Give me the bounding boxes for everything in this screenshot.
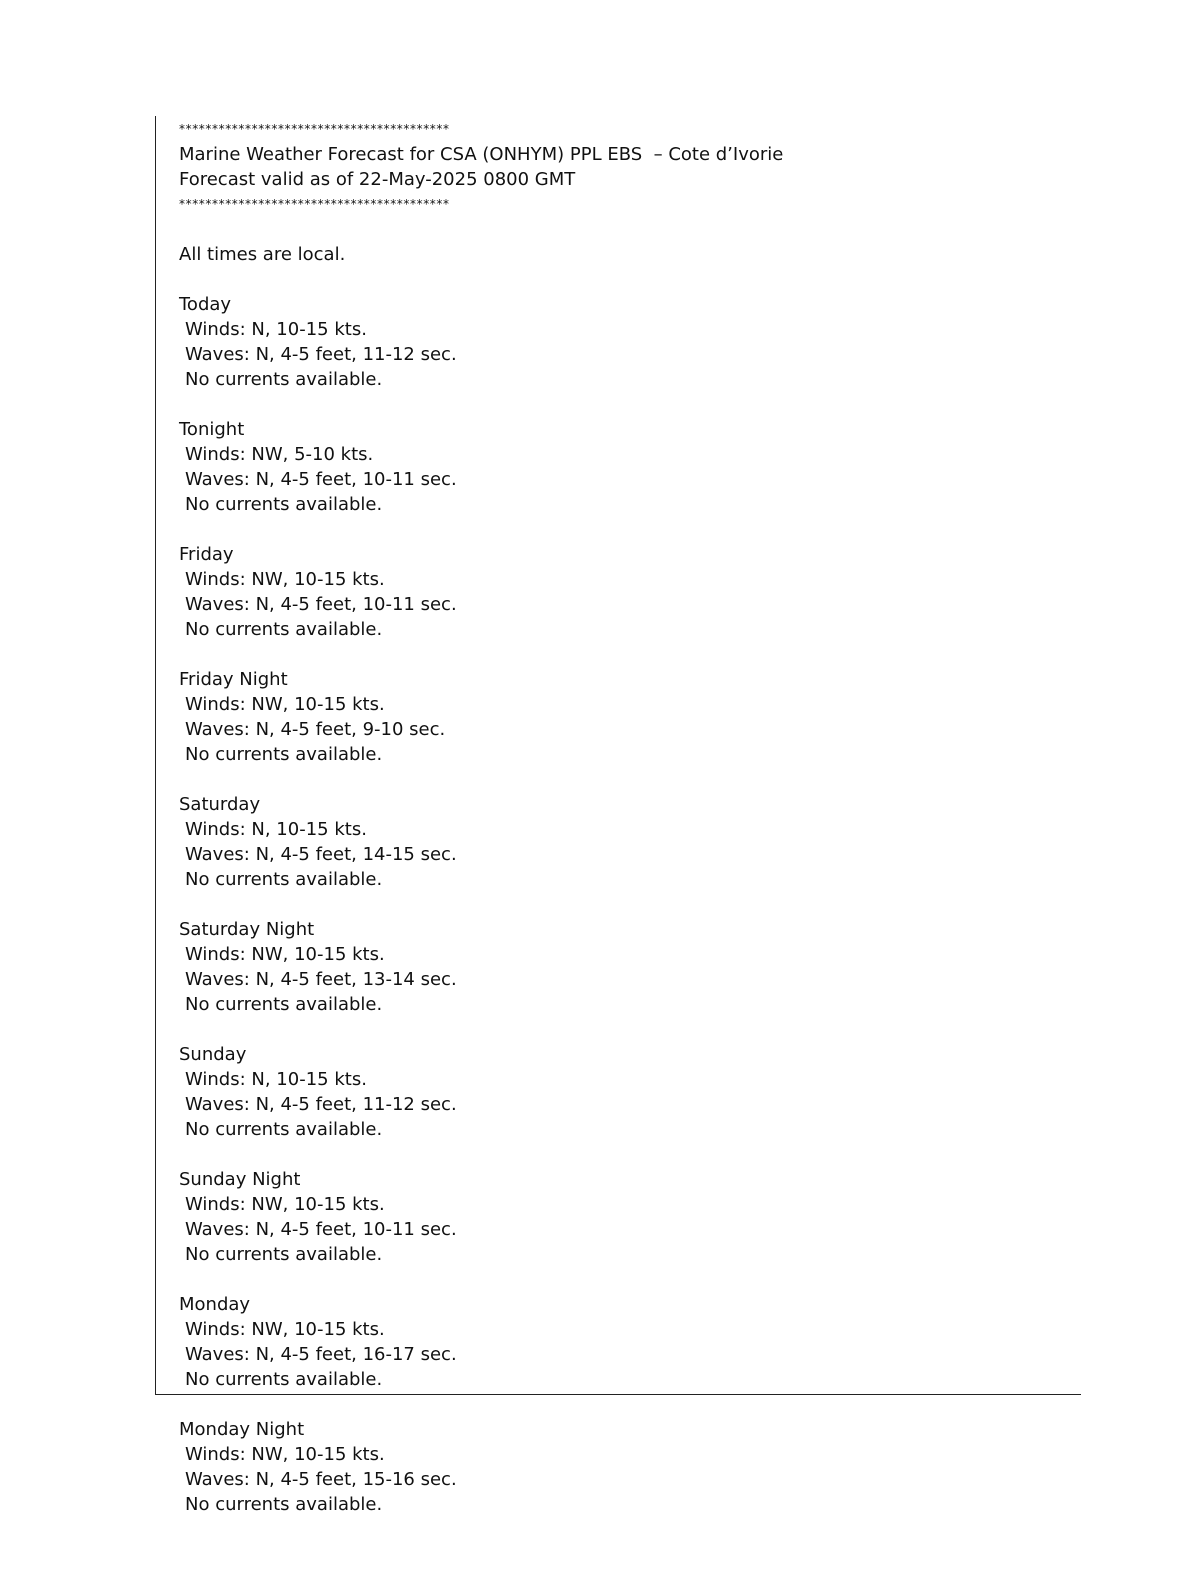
currents-text: No currents available.: [185, 369, 383, 390]
period-friday-night: [179, 667, 1079, 792]
winds-text: Winds: NW, 5-10 kts.: [185, 444, 374, 465]
spacer: [179, 1142, 1079, 1167]
period-name: Saturday Night: [179, 919, 315, 940]
winds-text: Winds: NW, 10-15 kts.: [185, 569, 385, 590]
currents-text: No currents available.: [185, 1494, 383, 1515]
currents-text: No currents available.: [185, 1119, 383, 1140]
currents-text: No currents available.: [185, 1369, 383, 1390]
currents-text: No currents available.: [185, 869, 383, 890]
spacer: [179, 217, 1079, 242]
period-tonight: [179, 417, 1079, 542]
spacer: [179, 642, 1079, 667]
forecast-valid-time: Forecast valid as of 22-May-2025 0800 GMT: [179, 169, 576, 190]
period-name: Today: [179, 294, 232, 315]
period-name: Saturday: [179, 794, 261, 815]
currents-text: No currents available.: [185, 619, 383, 640]
waves-text: Waves: N, 4-5 feet, 11-12 sec.: [185, 1094, 457, 1115]
spacer: [179, 392, 1079, 417]
waves-text: Waves: N, 4-5 feet, 10-11 sec.: [185, 594, 457, 615]
times-note: All times are local.: [179, 244, 346, 265]
winds-text: Winds: NW, 10-15 kts.: [185, 944, 385, 965]
spacer: [179, 1267, 1079, 1292]
period-sunday: [179, 1042, 1079, 1167]
period-name: Friday Night: [179, 669, 288, 690]
stars-divider-top: *****************************************: [179, 122, 450, 136]
stars-divider-bottom: *****************************************: [179, 197, 450, 211]
forecast-title: Marine Weather Forecast for CSA (ONHYM) PPL EBS – Cote d’Ivorie: [179, 144, 784, 165]
waves-text: Waves: N, 4-5 feet, 11-12 sec.: [185, 344, 457, 365]
period-name: Sunday Night: [179, 1169, 301, 1190]
currents-text: No currents available.: [185, 1244, 383, 1265]
waves-text: Waves: N, 4-5 feet, 9-10 sec.: [185, 719, 446, 740]
spacer: [179, 1017, 1079, 1042]
waves-text: Waves: N, 4-5 feet, 10-11 sec.: [185, 469, 457, 490]
period-friday: [179, 542, 1079, 667]
currents-text: No currents available.: [185, 744, 383, 765]
period-saturday-night: [179, 917, 1079, 1042]
period-saturday: [179, 792, 1079, 917]
winds-text: Winds: NW, 10-15 kts.: [185, 1444, 385, 1465]
period-sunday-night: [179, 1167, 1079, 1292]
period-name: Friday: [179, 544, 234, 565]
waves-text: Waves: N, 4-5 feet, 13-14 sec.: [185, 969, 457, 990]
winds-text: Winds: N, 10-15 kts.: [185, 819, 367, 840]
winds-text: Winds: NW, 10-15 kts.: [185, 694, 385, 715]
period-name: Monday Night: [179, 1419, 305, 1440]
period-name: Tonight: [179, 419, 245, 440]
forecast-document: [179, 117, 1079, 1517]
currents-text: No currents available.: [185, 494, 383, 515]
period-monday-night: [179, 1417, 1079, 1517]
period-name: Monday: [179, 1294, 251, 1315]
period-today: [179, 292, 1079, 417]
period-name: Sunday: [179, 1044, 247, 1065]
currents-text: No currents available.: [185, 994, 383, 1015]
winds-text: Winds: N, 10-15 kts.: [185, 1069, 367, 1090]
spacer: [179, 767, 1079, 792]
waves-text: Waves: N, 4-5 feet, 14-15 sec.: [185, 844, 457, 865]
waves-text: Waves: N, 4-5 feet, 10-11 sec.: [185, 1219, 457, 1240]
spacer: [179, 517, 1079, 542]
waves-text: Waves: N, 4-5 feet, 15-16 sec.: [185, 1469, 457, 1490]
spacer: [179, 267, 1079, 292]
winds-text: Winds: N, 10-15 kts.: [185, 319, 367, 340]
waves-text: Waves: N, 4-5 feet, 16-17 sec.: [185, 1344, 457, 1365]
period-monday: [179, 1292, 1079, 1417]
winds-text: Winds: NW, 10-15 kts.: [185, 1194, 385, 1215]
spacer: [179, 892, 1079, 917]
winds-text: Winds: NW, 10-15 kts.: [185, 1319, 385, 1340]
spacer: [179, 1392, 1079, 1417]
